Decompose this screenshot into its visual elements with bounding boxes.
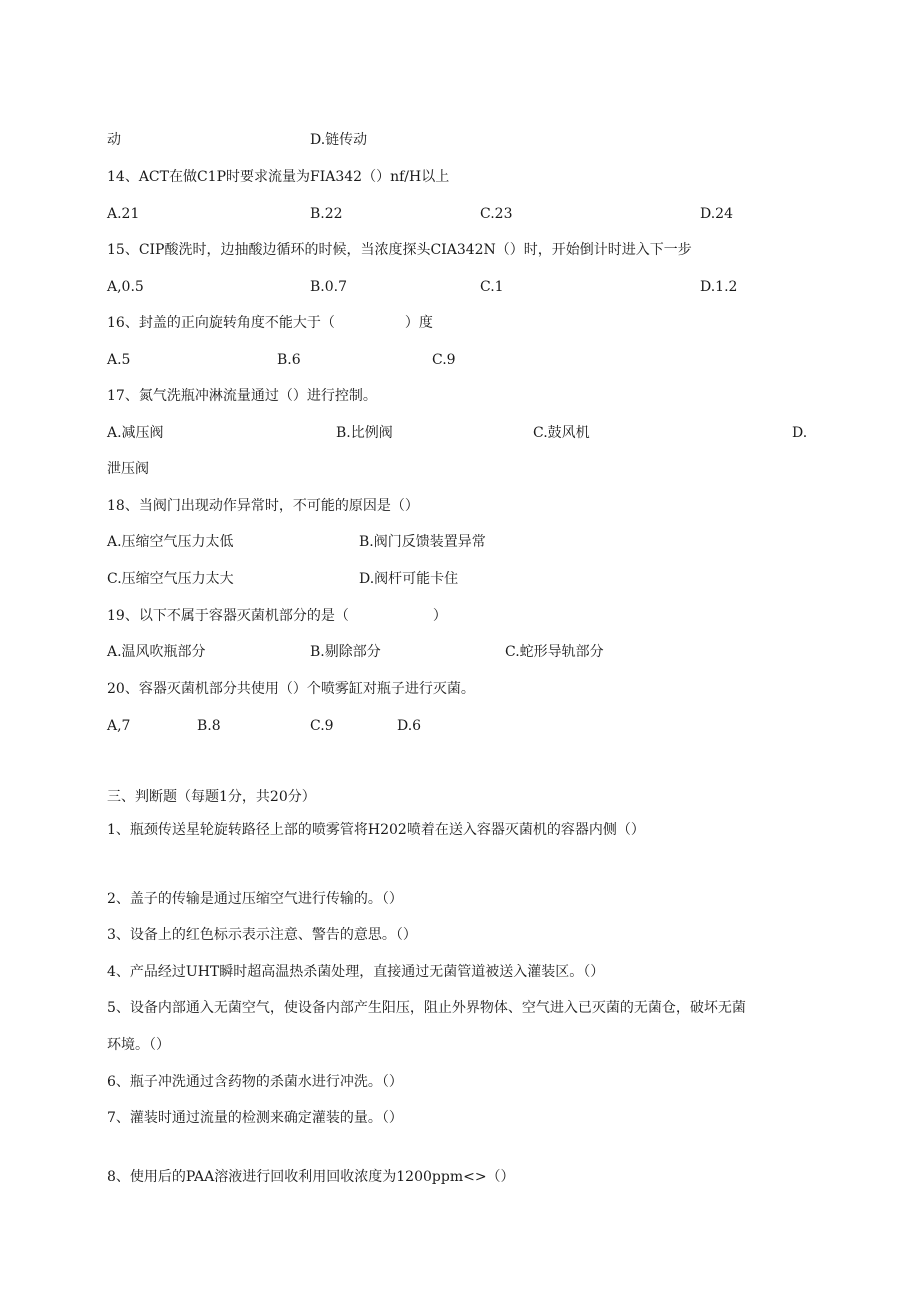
q17-option-b: B.比例阀 <box>336 425 393 441</box>
q15-option-a: A,0.5 <box>107 279 144 295</box>
tf-item-6: 6、瓶子冲洗通过含药物的杀菌水进行冲洗。（） <box>107 1074 403 1090</box>
tf-item-5: 5、设备内部通入无菌空气，使设备内部产生阳压，阻止外界物体、空气进入已灭菌的无菌仓，破坏无菌 <box>107 1000 746 1016</box>
q18-option-d: D.阀杆可能卡住 <box>359 571 459 587</box>
q16-option-b: B.6 <box>277 352 301 368</box>
q14-option-a: A.21 <box>107 206 140 222</box>
q17-option-a: A.减压阀 <box>107 425 164 441</box>
q15-option-d: D.1.2 <box>700 279 738 295</box>
q20-option-d: D.6 <box>397 718 422 734</box>
q17-option-c: C.鼓风机 <box>533 425 590 441</box>
tf-item-3: 3、设备上的红色标示表示注意、警告的意思。（） <box>107 927 417 943</box>
q13-option-a-tail: 动 <box>107 132 121 148</box>
q17-option-d-cont: 泄压阀 <box>107 461 149 477</box>
q20-stem: 20、容器灭菌机部分共使用（）个喷雾缸对瓶子进行灭菌。 <box>107 681 475 697</box>
tf-item-7: 7、灌装时通过流量的检测来确定灌装的量。（） <box>107 1110 403 1126</box>
q14-stem: 14、ACT在做C1P时要求流量为FIA342（）nf/H以上 <box>107 169 450 185</box>
q18-stem: 18、当阀门出现动作异常时，不可能的原因是（） <box>107 498 419 514</box>
q18-option-a: A.压缩空气压力太低 <box>107 534 234 550</box>
q20-option-c: C.9 <box>310 718 334 734</box>
q19-option-b: B.剔除部分 <box>310 644 381 660</box>
q20-option-a: A,7 <box>107 718 131 734</box>
q15-stem: 15、CIP酸洗时，边抽酸边循环的时候，当浓度探头CIA342N（）时，开始倒计时进入下一步 <box>107 242 692 258</box>
tf-item-2: 2、盖子的传输是通过压缩空气进行传输的。（） <box>107 891 403 907</box>
q20-option-b: B.8 <box>197 718 221 734</box>
tf-item-4: 4、产品经过UHT瞬时超高温热杀菌处理，直接通过无菌管道被送入灌装区。（） <box>107 964 605 980</box>
q15-option-c: C.1 <box>480 279 504 295</box>
q19-option-a: A.温风吹瓶部分 <box>107 644 206 660</box>
q18-option-c: C.压缩空气压力太大 <box>107 571 234 587</box>
q14-option-d: D.24 <box>700 206 733 222</box>
tf-item-5-cont: 环境。（） <box>107 1037 170 1053</box>
q14-option-b: B.22 <box>310 206 343 222</box>
section3-title: 三、判断题（每题1分，共20分） <box>107 789 316 805</box>
q16-option-a: A.5 <box>107 352 131 368</box>
tf-item-1: 1、瓶颈传送星轮旋转路径上部的喷雾管将H202喷着在送入容器灭菌机的容器内侧（） <box>107 822 645 838</box>
q19-stem: 19、以下不属于容器灭菌机部分的是（ ） <box>107 608 447 624</box>
q16-stem: 16、封盖的正向旋转角度不能大于（ ）度 <box>107 315 433 331</box>
q17-stem: 17、氮气洗瓶冲淋流量通过（）进行控制。 <box>107 388 377 404</box>
tf-item-8: 8、使用后的PAA溶液进行回收利用回收浓度为1200ppm<>（） <box>107 1169 515 1185</box>
q14-option-c: C.23 <box>480 206 513 222</box>
q19-option-c: C.蛇形导轨部分 <box>505 644 604 660</box>
q15-option-b: B.0.7 <box>310 279 348 295</box>
q16-option-c: C.9 <box>432 352 456 368</box>
q13-option-d: D.链传动 <box>310 132 368 148</box>
q18-option-b: B.阀门反馈装置异常 <box>359 534 486 550</box>
q17-option-d: D. <box>792 425 808 441</box>
